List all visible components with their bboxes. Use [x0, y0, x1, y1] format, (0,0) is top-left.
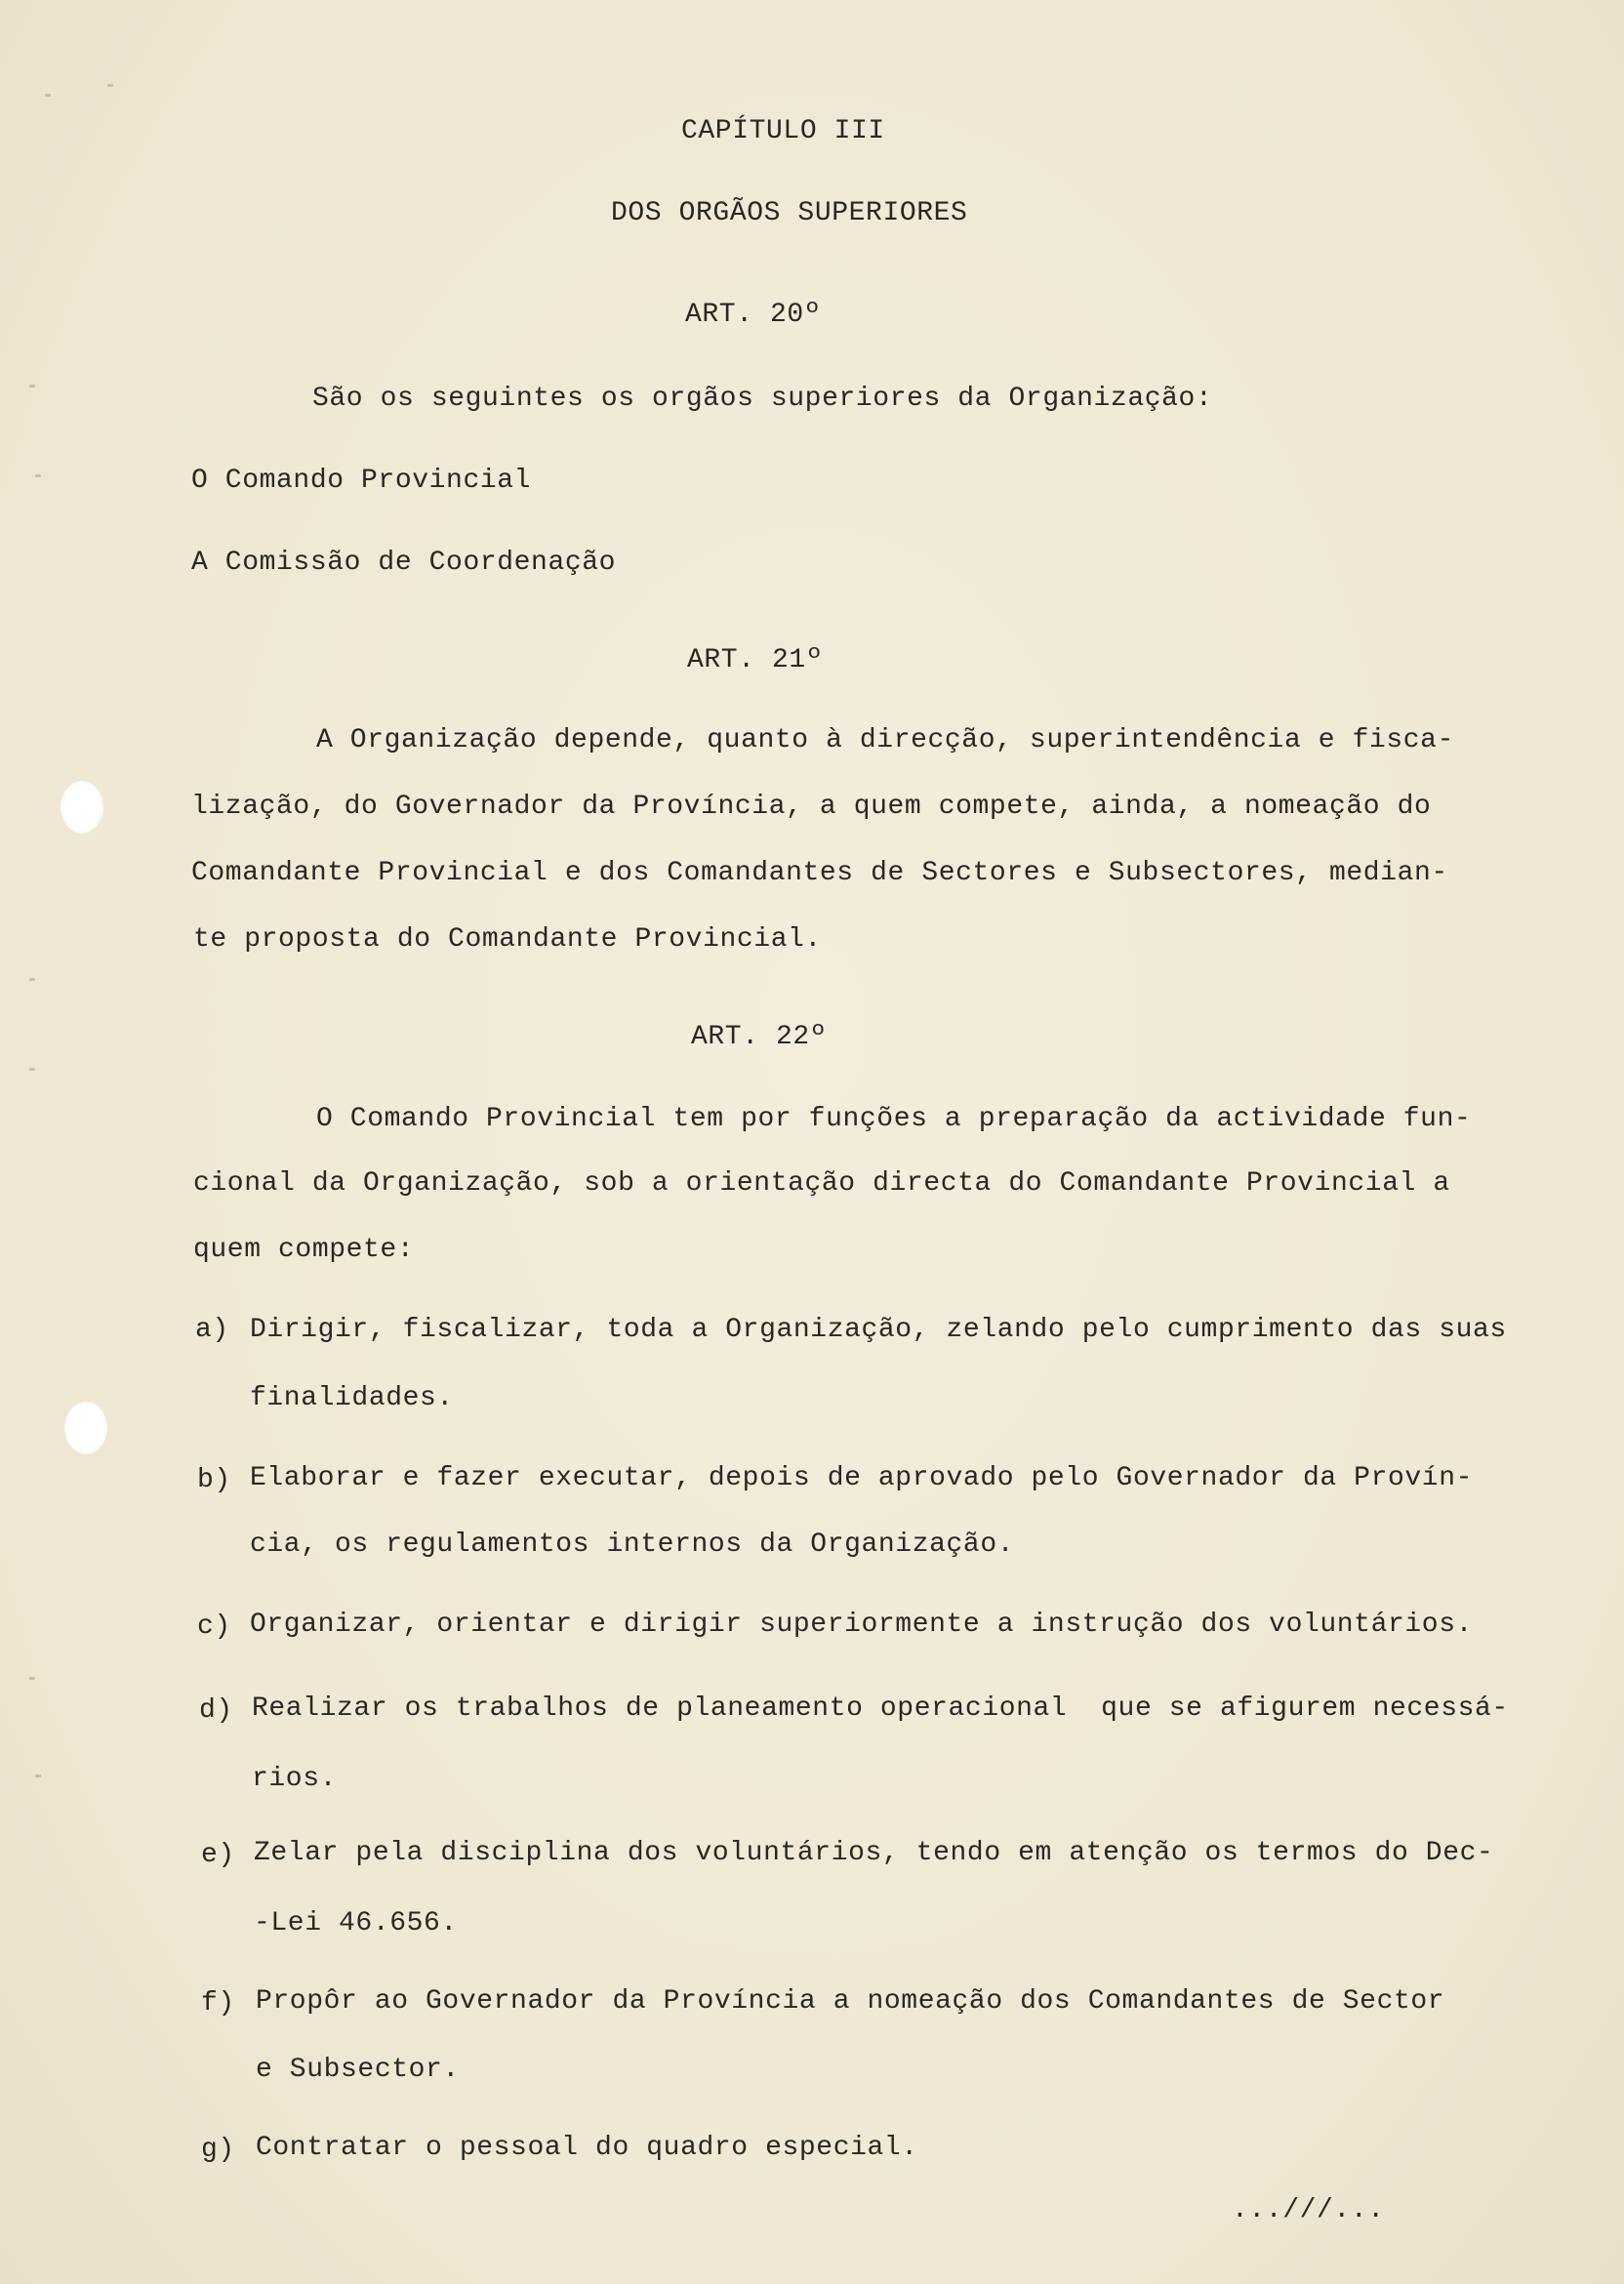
list-item-letter: f) [201, 1988, 235, 2019]
punch-hole-top [61, 781, 103, 834]
margin-speck [29, 1677, 35, 1680]
article-heading-22: ART. 22º [691, 1022, 828, 1052]
margin-speck [45, 94, 51, 97]
list-item-letter: d) [199, 1695, 233, 1726]
punch-hole-bottom [64, 1402, 107, 1454]
list-item-line: finalidades. [250, 1383, 454, 1413]
chapter-heading: CAPÍTULO III [681, 116, 885, 146]
article-20-item: O Comando Provincial [191, 466, 532, 496]
list-item-letter: b) [197, 1465, 231, 1495]
article-heading-20: ART. 20º [685, 300, 822, 330]
margin-speck [107, 84, 113, 87]
list-item-line: rios. [252, 1764, 338, 1794]
article-heading-21: ART. 21º [687, 645, 824, 675]
margin-speck [29, 385, 35, 387]
chapter-subtitle: DOS ORGÃOS SUPERIORES [611, 198, 968, 228]
list-item-letter: e) [201, 1840, 235, 1870]
article-22-intro-line: cional da Organização, sob a orientação directa do Comandante Provincial a [193, 1168, 1450, 1199]
list-item-line: Elaborar e fazer executar, depois de aprovado pelo Governador da Provín- [250, 1463, 1473, 1493]
list-item-line: Realizar os trabalhos de planeamento operacional que se afigurem necessá- [252, 1693, 1509, 1724]
margin-speck [29, 1068, 35, 1071]
article-20-item: A Comissão de Coordenação [191, 548, 617, 578]
list-item-line: e Subsector. [256, 2055, 460, 2085]
article-21-line: lização, do Governador da Província, a quem compete, ainda, a nomeação do [191, 792, 1432, 822]
list-item-line: Zelar pela disciplina dos voluntários, tendo em atenção os termos do Dec- [254, 1838, 1494, 1868]
article-21-line: A Organização depende, quanto à direcção, superintendência e fisca- [316, 725, 1454, 755]
margin-speck [29, 978, 35, 981]
list-item-line: Contratar o pessoal do quadro especial. [256, 2133, 918, 2163]
article-21-line: te proposta do Comandante Provincial. [193, 924, 822, 955]
margin-speck [35, 1774, 41, 1777]
list-item-line: Dirigir, fiscalizar, toda a Organização, zelando pelo cumprimento das suas [250, 1315, 1507, 1345]
list-item-letter: c) [197, 1611, 231, 1642]
continuation-mark: ...///... [1232, 2195, 1385, 2225]
margin-speck [35, 474, 41, 477]
list-item-line: cia, os regulamentos internos da Organização. [250, 1529, 1015, 1560]
article-22-intro-line: O Comando Provincial tem por funções a preparação da actividade fun- [316, 1104, 1472, 1134]
article-20-intro: São os seguintes os orgãos superiores da Organização: [312, 384, 1213, 414]
article-22-intro-line: quem compete: [193, 1235, 415, 1265]
list-item-line: -Lei 46.656. [254, 1908, 458, 1938]
list-item-letter: a) [195, 1315, 229, 1345]
list-item-line: Organizar, orientar e dirigir superiormente a instrução dos voluntários. [250, 1610, 1473, 1640]
list-item-letter: g) [201, 2135, 235, 2165]
article-21-line: Comandante Provincial e dos Comandantes de Sectores e Subsectores, median- [191, 858, 1448, 888]
list-item-line: Propôr ao Governador da Província a nomeação dos Comandantes de Sector [256, 1986, 1445, 2017]
